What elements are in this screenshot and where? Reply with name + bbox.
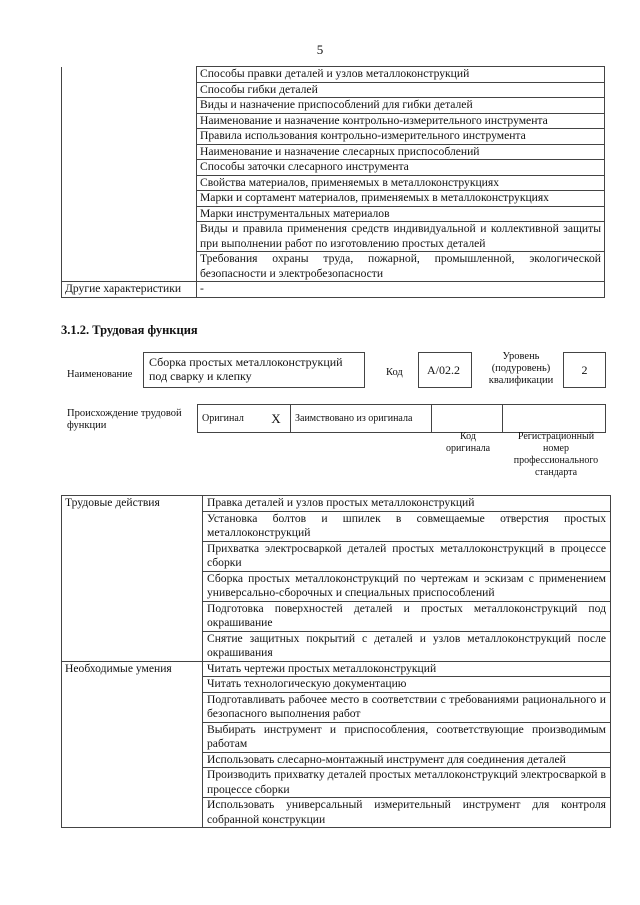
table-row: Подготавливать рабочее место в соответствии с требованиями рационального и безопасного выполнения работ — [203, 692, 611, 722]
borrowed-label: Заимствовано из оригинала — [291, 405, 432, 433]
table-row: Прихватка электросваркой деталей простых металлоконструкций в процессе сборки — [203, 541, 611, 571]
table-row: Способы заточки слесарного инструмента — [197, 160, 605, 176]
table-cell-empty — [62, 768, 203, 798]
table-cell-empty — [62, 541, 203, 571]
table-row: Правила использования контрольно-измерительного инструмента — [197, 129, 605, 145]
table-row: Подготовка поверхностей деталей и простых металлоконструкций под окрашивание — [203, 601, 611, 631]
table-row: Требования охраны труда, пожарной, промышленной, экологической безопасности и электробезопасности — [197, 252, 605, 282]
name-label: Наименование — [67, 369, 133, 380]
origin-table — [197, 404, 606, 433]
table-cell-empty — [62, 144, 197, 160]
table-cell-empty — [62, 206, 197, 222]
table-row: Наименование и назначение слесарных приспособлений — [197, 144, 605, 160]
registration-caption: Регистрационный номер профессионального стандарта — [513, 431, 599, 478]
table-row: Наименование и назначение контрольно-измерительного инструмента — [197, 113, 605, 129]
actions-label: Трудовые действия — [62, 496, 203, 512]
code-original-caption: Код оригинала — [445, 431, 491, 454]
code-value-box: A/02.2 — [418, 352, 472, 388]
table-cell-empty — [62, 98, 197, 114]
registration-number-cell — [503, 405, 606, 433]
origin-label: Происхождение трудовой функции — [67, 408, 182, 431]
table-cell-empty — [62, 601, 203, 631]
table-row: Правка деталей и узлов простых металлоконструкций — [203, 496, 611, 512]
table-row: Выбирать инструмент и приспособления, соответствующие производимым работам — [203, 722, 611, 752]
table-cell-empty — [62, 67, 197, 83]
other-characteristics-label: Другие характеристики — [62, 282, 197, 298]
knowledge-table-continuation — [61, 66, 605, 298]
table-cell-empty — [62, 82, 197, 98]
function-table — [61, 495, 611, 828]
level-label: Уровень (подуровень) квалификации — [488, 351, 554, 386]
table-row: Читать чертежи простых металлоконструкций — [203, 661, 611, 677]
other-characteristics-value: - — [197, 282, 605, 298]
table-cell-empty — [62, 160, 197, 176]
table-cell-empty — [62, 692, 203, 722]
original-code-cell — [432, 405, 503, 433]
table-row: Способы правки деталей и узлов металлоконструкций — [197, 67, 605, 83]
page-number: 5 — [316, 42, 324, 57]
table-cell-empty — [62, 175, 197, 191]
table-cell-empty — [62, 511, 203, 541]
table-cell-empty — [62, 722, 203, 752]
table-row: Использовать универсальный измерительный инструмент для контроля собранной конструкции — [203, 798, 611, 828]
table-cell-empty — [62, 631, 203, 661]
table-row: Использовать слесарно-монтажный инструмент для соединения деталей — [203, 752, 611, 768]
table-cell-empty — [62, 798, 203, 828]
section-heading: 3.1.2. Трудовая функция — [61, 323, 198, 337]
table-row: Сборка простых металлоконструкций по чертежам и эскизам с применением универсально-сборочных и специальных приспособлений — [203, 571, 611, 601]
table-row: Снятие защитных покрытий с деталей и узлов металлоконструкций после окрашивания — [203, 631, 611, 661]
table-row: Марки и сортамент материалов, применяемых в металлоконструкциях — [197, 191, 605, 207]
table-cell-empty — [62, 677, 203, 693]
table-row: Установка болтов и шпилек в совмещаемые отверстия простых металлоконструкций — [203, 511, 611, 541]
name-value-box: Сборка простых металлоконструкций под сварку и клепку — [143, 352, 365, 388]
table-cell-empty — [62, 129, 197, 145]
table-cell-empty — [62, 113, 197, 129]
table-cell-empty — [62, 191, 197, 207]
table-cell-empty — [62, 752, 203, 768]
table-cell-empty — [62, 222, 197, 252]
table-row: Виды и назначение приспособлений для гибки деталей — [197, 98, 605, 114]
table-cell-empty — [62, 571, 203, 601]
table-row: Свойства материалов, применяемых в металлоконструкциях — [197, 175, 605, 191]
skills-label: Необходимые умения — [62, 661, 203, 677]
original-mark: X — [262, 405, 291, 433]
table-cell-empty — [62, 252, 197, 282]
original-label: Оригинал — [198, 405, 263, 433]
table-row: Способы гибки деталей — [197, 82, 605, 98]
table-row: Читать технологическую документацию — [203, 677, 611, 693]
level-value-box: 2 — [563, 352, 606, 388]
code-label: Код — [386, 367, 403, 378]
table-row: Производить прихватку деталей простых металлоконструкций электросваркой в процессе сборки — [203, 768, 611, 798]
table-row: Марки инструментальных материалов — [197, 206, 605, 222]
table-row: Виды и правила применения средств индивидуальной и коллективной защиты при выполнении работ по изготовлению простых деталей — [197, 222, 605, 252]
